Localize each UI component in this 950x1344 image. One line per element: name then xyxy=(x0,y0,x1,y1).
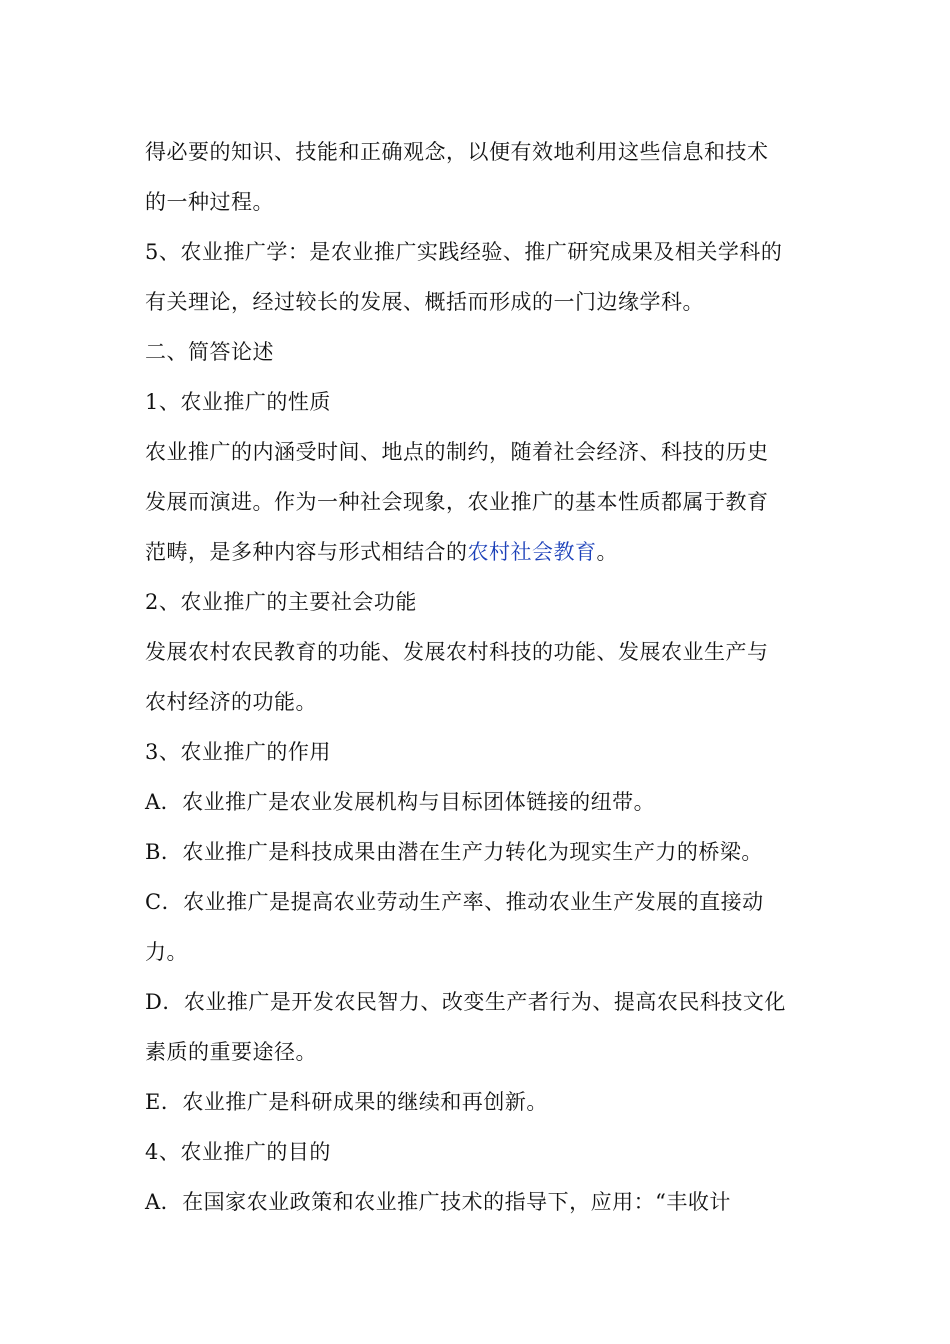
question-heading-2: 2、农业推广的主要社会功能 xyxy=(145,590,417,614)
list-item-a: A．农业推广是农业发展机构与目标团体链接的纽带。 xyxy=(145,790,656,814)
text-line: 素质的重要途径。 xyxy=(145,1040,317,1064)
document-page xyxy=(145,127,815,1227)
text-line: 发展农村农民教育的功能、发展农村科技的功能、发展农业生产与 xyxy=(145,640,769,664)
text-fragment: 范畴，是多种内容与形式相结合的 xyxy=(145,540,468,564)
text-line: 力。 xyxy=(145,940,188,964)
rural-social-education-link[interactable]: 农村社会教育 xyxy=(467,540,597,564)
list-item-c: C．农业推广是提高农业劳动生产率、推动农业生产发展的直接动 xyxy=(145,890,764,914)
list-item-b: B．农业推广是科技成果由潜在生产力转化为现实生产力的桥梁。 xyxy=(145,840,763,864)
question-heading-1: 1、农业推广的性质 xyxy=(145,390,331,414)
text-fragment: 。 xyxy=(596,540,618,564)
list-item-a: A．在国家农业政策和农业推广技术的指导下，应用：“丰收计 xyxy=(145,1190,731,1214)
question-heading-3: 3、农业推广的作用 xyxy=(145,740,331,764)
text-line: 农村经济的功能。 xyxy=(145,690,317,714)
text-line: 发展而演进。作为一种社会现象，农业推广的基本性质都属于教育 xyxy=(145,490,769,514)
list-item-e: E．农业推广是科研成果的继续和再创新。 xyxy=(145,1090,548,1114)
definition-5: 5、农业推广学：是农业推广实践经验、推广研究成果及相关学科的 xyxy=(145,240,783,264)
section-heading: 二、简答论述 xyxy=(145,340,274,364)
question-heading-4: 4、农业推广的目的 xyxy=(145,1140,331,1164)
list-item-d: D．农业推广是开发农民智力、改变生产者行为、提高农民科技文化 xyxy=(145,990,786,1014)
text-line: 得必要的知识、技能和正确观念，以便有效地利用这些信息和技术 xyxy=(145,140,769,164)
text-line: 有关理论，经过较长的发展、概括而形成的一门边缘学科。 xyxy=(145,290,704,314)
text-line: 的一种过程。 xyxy=(145,190,274,214)
text-line: 农业推广的内涵受时间、地点的制约，随着社会经济、科技的历史 xyxy=(145,440,769,464)
text-line-with-link xyxy=(145,527,815,577)
